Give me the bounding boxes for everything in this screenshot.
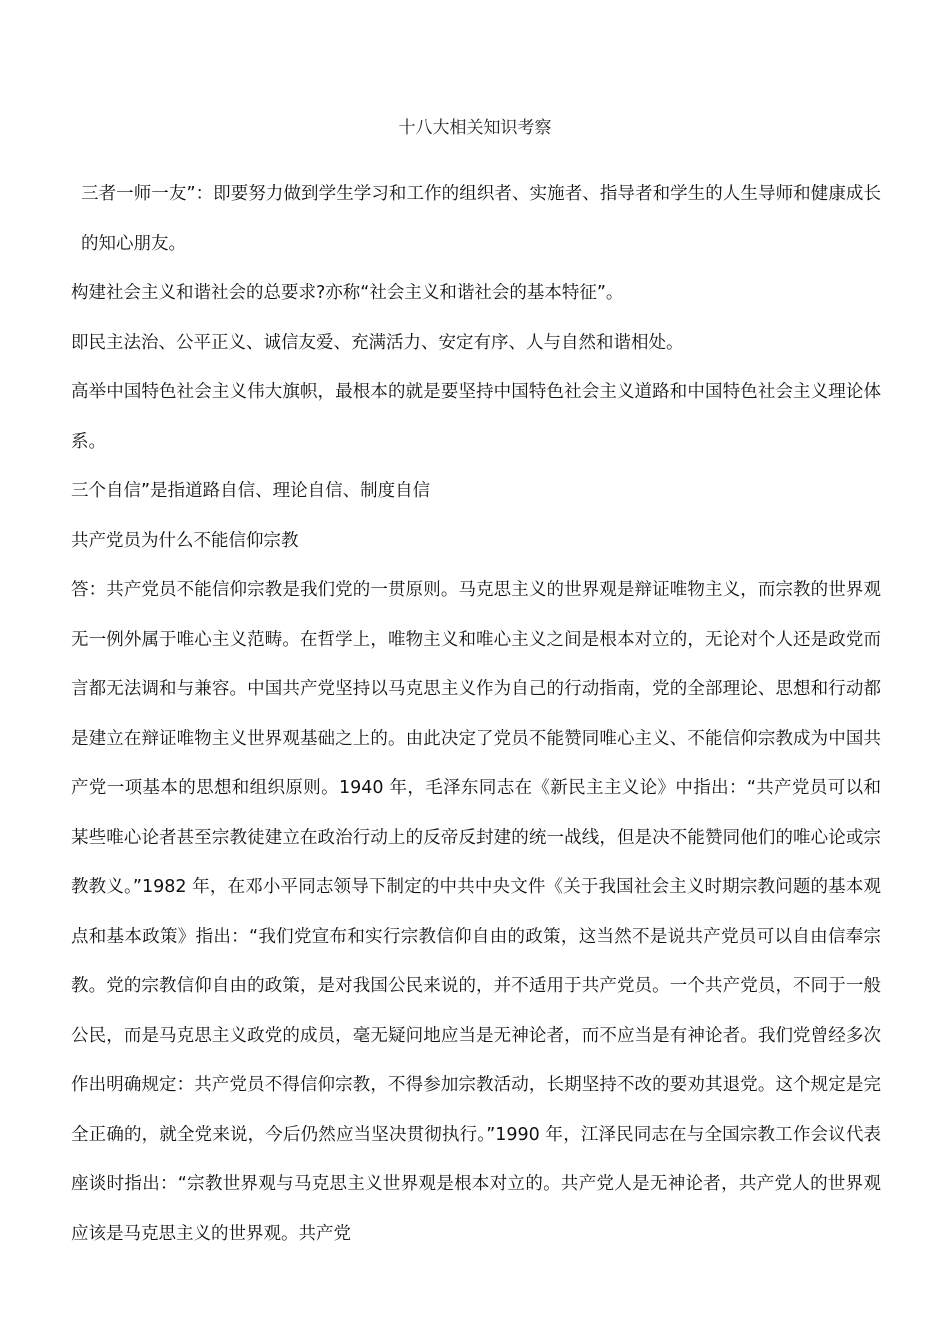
document-body bbox=[71, 170, 881, 1259]
paragraph-harmonious-society-question: 构建社会主义和谐社会的总要求?亦称“社会主义和谐社会的基本特征”。 bbox=[71, 283, 624, 303]
document-title: 十八大相关知识考察 bbox=[398, 118, 552, 138]
paragraph-socialism-banner: 高举中国特色社会主义伟大旗帜，最根本的就是要坚持中国特色社会主义道路和中国特色社会主义理论体系。 bbox=[71, 382, 881, 452]
paragraph-answer: 答：共产党员不能信仰宗教是我们党的一贯原则。马克思主义的世界观是辩证唯物主义，而宗教的世界观无一例外属于唯心主义范畴。在哲学上，唯物主义和唯心主义之间是根本对立的，无论对个人还是政党而言都无法调和与兼容。中国共产党坚持以马克思主义作为自己的行动指南，党的全部理论、思想和行动都是建立在辩证唯物主义世界观基础之上的。由此决定了党员不能赞同唯心主义、不能信仰宗教成为中国共产党一项基本的思想和组织原则。1940 年，毛泽东同志在《新民主主义论》中指出：“共产党员可以和某些唯心论者甚至宗教徒建立在政治行动上的反帝反封建的统一战线，但是决不能赞同他们的唯心论或宗教教义。”1982 年，在邓小平同志领导下制定的中共中央文件《关于我国社会主义时期宗教问题的基本观点和基本政策》指出：“我们党宣布和实行宗教信仰自由的政策，这当然不是说共产党员可以自由信奉宗教。党的宗教信仰自由的政策，是对我国公民来说的，并不适用于共产党员。一个共产党员，不同于一般公民，而是马克思主义政党的成员，毫无疑问地应当是无神论者，而不应当是有神论者。我们党曾经多次作出明确规定：共产党员不得信仰宗教，不得参加宗教活动，长期坚持不改的要劝其退党。这个规定是完全正确的，就全党来说，今后仍然应当坚决贯彻执行。”1990 年，江泽民同志在与全国宗教工作会议代表座谈时指出：“宗教世界观与马克思主义世界观是根本对立的。共产党人是无神论者，共产党人的世界观应该是马克思主义的世界观。共产党 bbox=[71, 580, 881, 1244]
paragraph-question-heading: 共产党员为什么不能信仰宗教 bbox=[71, 530, 299, 551]
paragraph-harmonious-society-features: 即民主法治、公平正义、诚信友爱、充满活力、安定有序、人与自然和谐相处。 bbox=[71, 332, 684, 353]
paragraph-teacher-role: 三者一师一友”：即要努力做到学生学习和工作的组织者、实施者、指导者和学生的人生导师和健康成长的知心朋友。 bbox=[81, 184, 881, 254]
paragraph-three-confidences: 三个自信”是指道路自信、理论自信、制度自信 bbox=[71, 481, 431, 501]
